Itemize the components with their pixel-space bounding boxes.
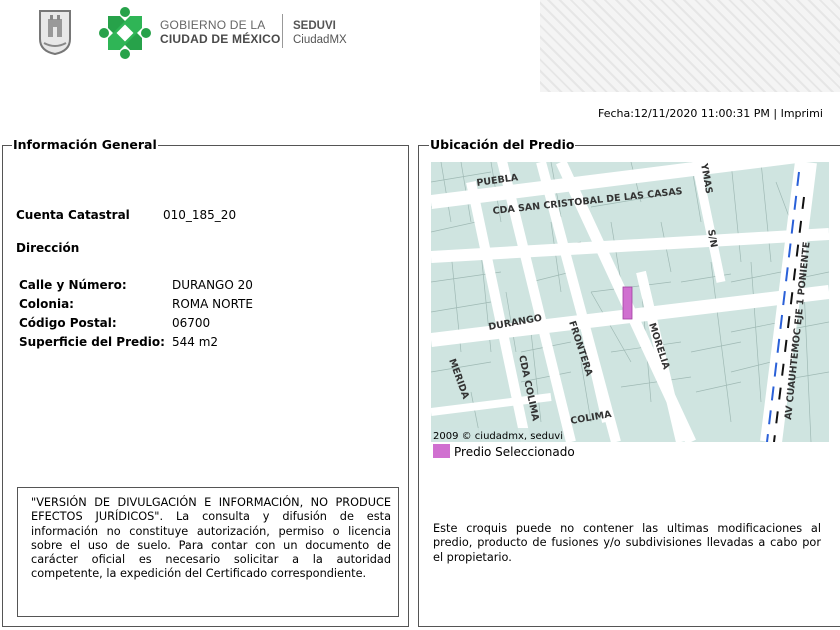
calle-value: DURANGO 20 xyxy=(172,278,253,292)
agency-line1: SEDUVI xyxy=(293,20,336,32)
ubicacion-predio-title: Ubicación del Predio xyxy=(430,137,575,152)
map-canvas xyxy=(431,162,829,442)
street-label-cda-colima: CDA COLIMA xyxy=(516,354,541,423)
street-label-colima: COLIMA xyxy=(569,408,613,427)
predio-marker xyxy=(623,287,632,319)
government-name xyxy=(160,18,281,46)
government-line1: GOBIERNO DE LA xyxy=(160,18,266,32)
codigo-postal-label: Código Postal: xyxy=(19,316,117,330)
informacion-general-panel xyxy=(2,137,409,627)
header-pattern xyxy=(540,0,840,92)
legal-notice: "VERSIÓN DE DIVULGACIÓN E INFORMACIÓN, NO PRODUCE EFECTOS JURÍDICOS". La consulta y difusión de esta información no constituye autorización, permiso o licencia sobre el uso de suelo. Para contar con un documento de carácter oficial es necesario solicitar a la autoridad competente, la expedición del Certificado correspondiente. xyxy=(17,487,399,617)
direccion-label: Dirección xyxy=(16,241,80,255)
calle-label: Calle y Número: xyxy=(19,278,127,292)
print-date: Fecha:12/11/2020 11:00:31 PM | Imprimi xyxy=(598,107,823,120)
street-label-sn: S/N xyxy=(705,228,720,249)
superficie-value: 544 m2 xyxy=(172,335,219,349)
agency-name xyxy=(293,19,347,47)
cuenta-catastral-label: Cuenta Catastral xyxy=(16,208,130,222)
location-map[interactable] xyxy=(431,162,829,442)
street-label-durango: DURANGO xyxy=(487,312,543,333)
agency-line2: CiudadMX xyxy=(293,34,347,46)
page-header xyxy=(0,0,840,95)
street-label-cuauhtemoc: AV CUAUHTEMOC EJE 1 PONIENTE xyxy=(783,241,813,421)
street-label-frontera: FRONTERA xyxy=(566,319,595,378)
cdmx-logo-icon xyxy=(98,6,152,60)
colonia-label: Colonia: xyxy=(19,297,74,311)
predio-swatch xyxy=(433,444,450,458)
cuenta-catastral-value: 010_185_20 xyxy=(163,208,237,222)
croquis-note: Este croquis puede no contener las ultimas modificaciones al predio, producto de fusiones y/o subdivisiones llevadas a cabo por el propietario. xyxy=(433,522,821,564)
superficie-label: Superficie del Predio: xyxy=(19,335,165,349)
codigo-postal-value: 06700 xyxy=(172,316,211,330)
ubicacion-predio-panel xyxy=(418,137,840,627)
header-divider xyxy=(282,14,283,48)
street-label-ymas: YMAS xyxy=(698,162,715,195)
street-label-merida: MERIDA xyxy=(446,357,471,401)
map-legend-label: Predio Seleccionado xyxy=(454,445,575,459)
informacion-general-title: Información General xyxy=(13,137,157,152)
map-legend xyxy=(433,444,575,460)
government-line2: CIUDAD DE MÉXICO xyxy=(160,32,281,46)
colonia-value: ROMA NORTE xyxy=(172,297,253,311)
street-label-puebla: PUEBLA xyxy=(475,172,519,189)
street-label-cda-san-cristobal: CDA SAN CRISTOBAL DE LAS CASAS xyxy=(492,186,684,217)
street-label-morelia: MORELIA xyxy=(646,321,672,371)
cdmx-shield-icon xyxy=(38,9,72,55)
map-copyright: 2009 © ciudadmx, seduvi xyxy=(433,431,564,442)
